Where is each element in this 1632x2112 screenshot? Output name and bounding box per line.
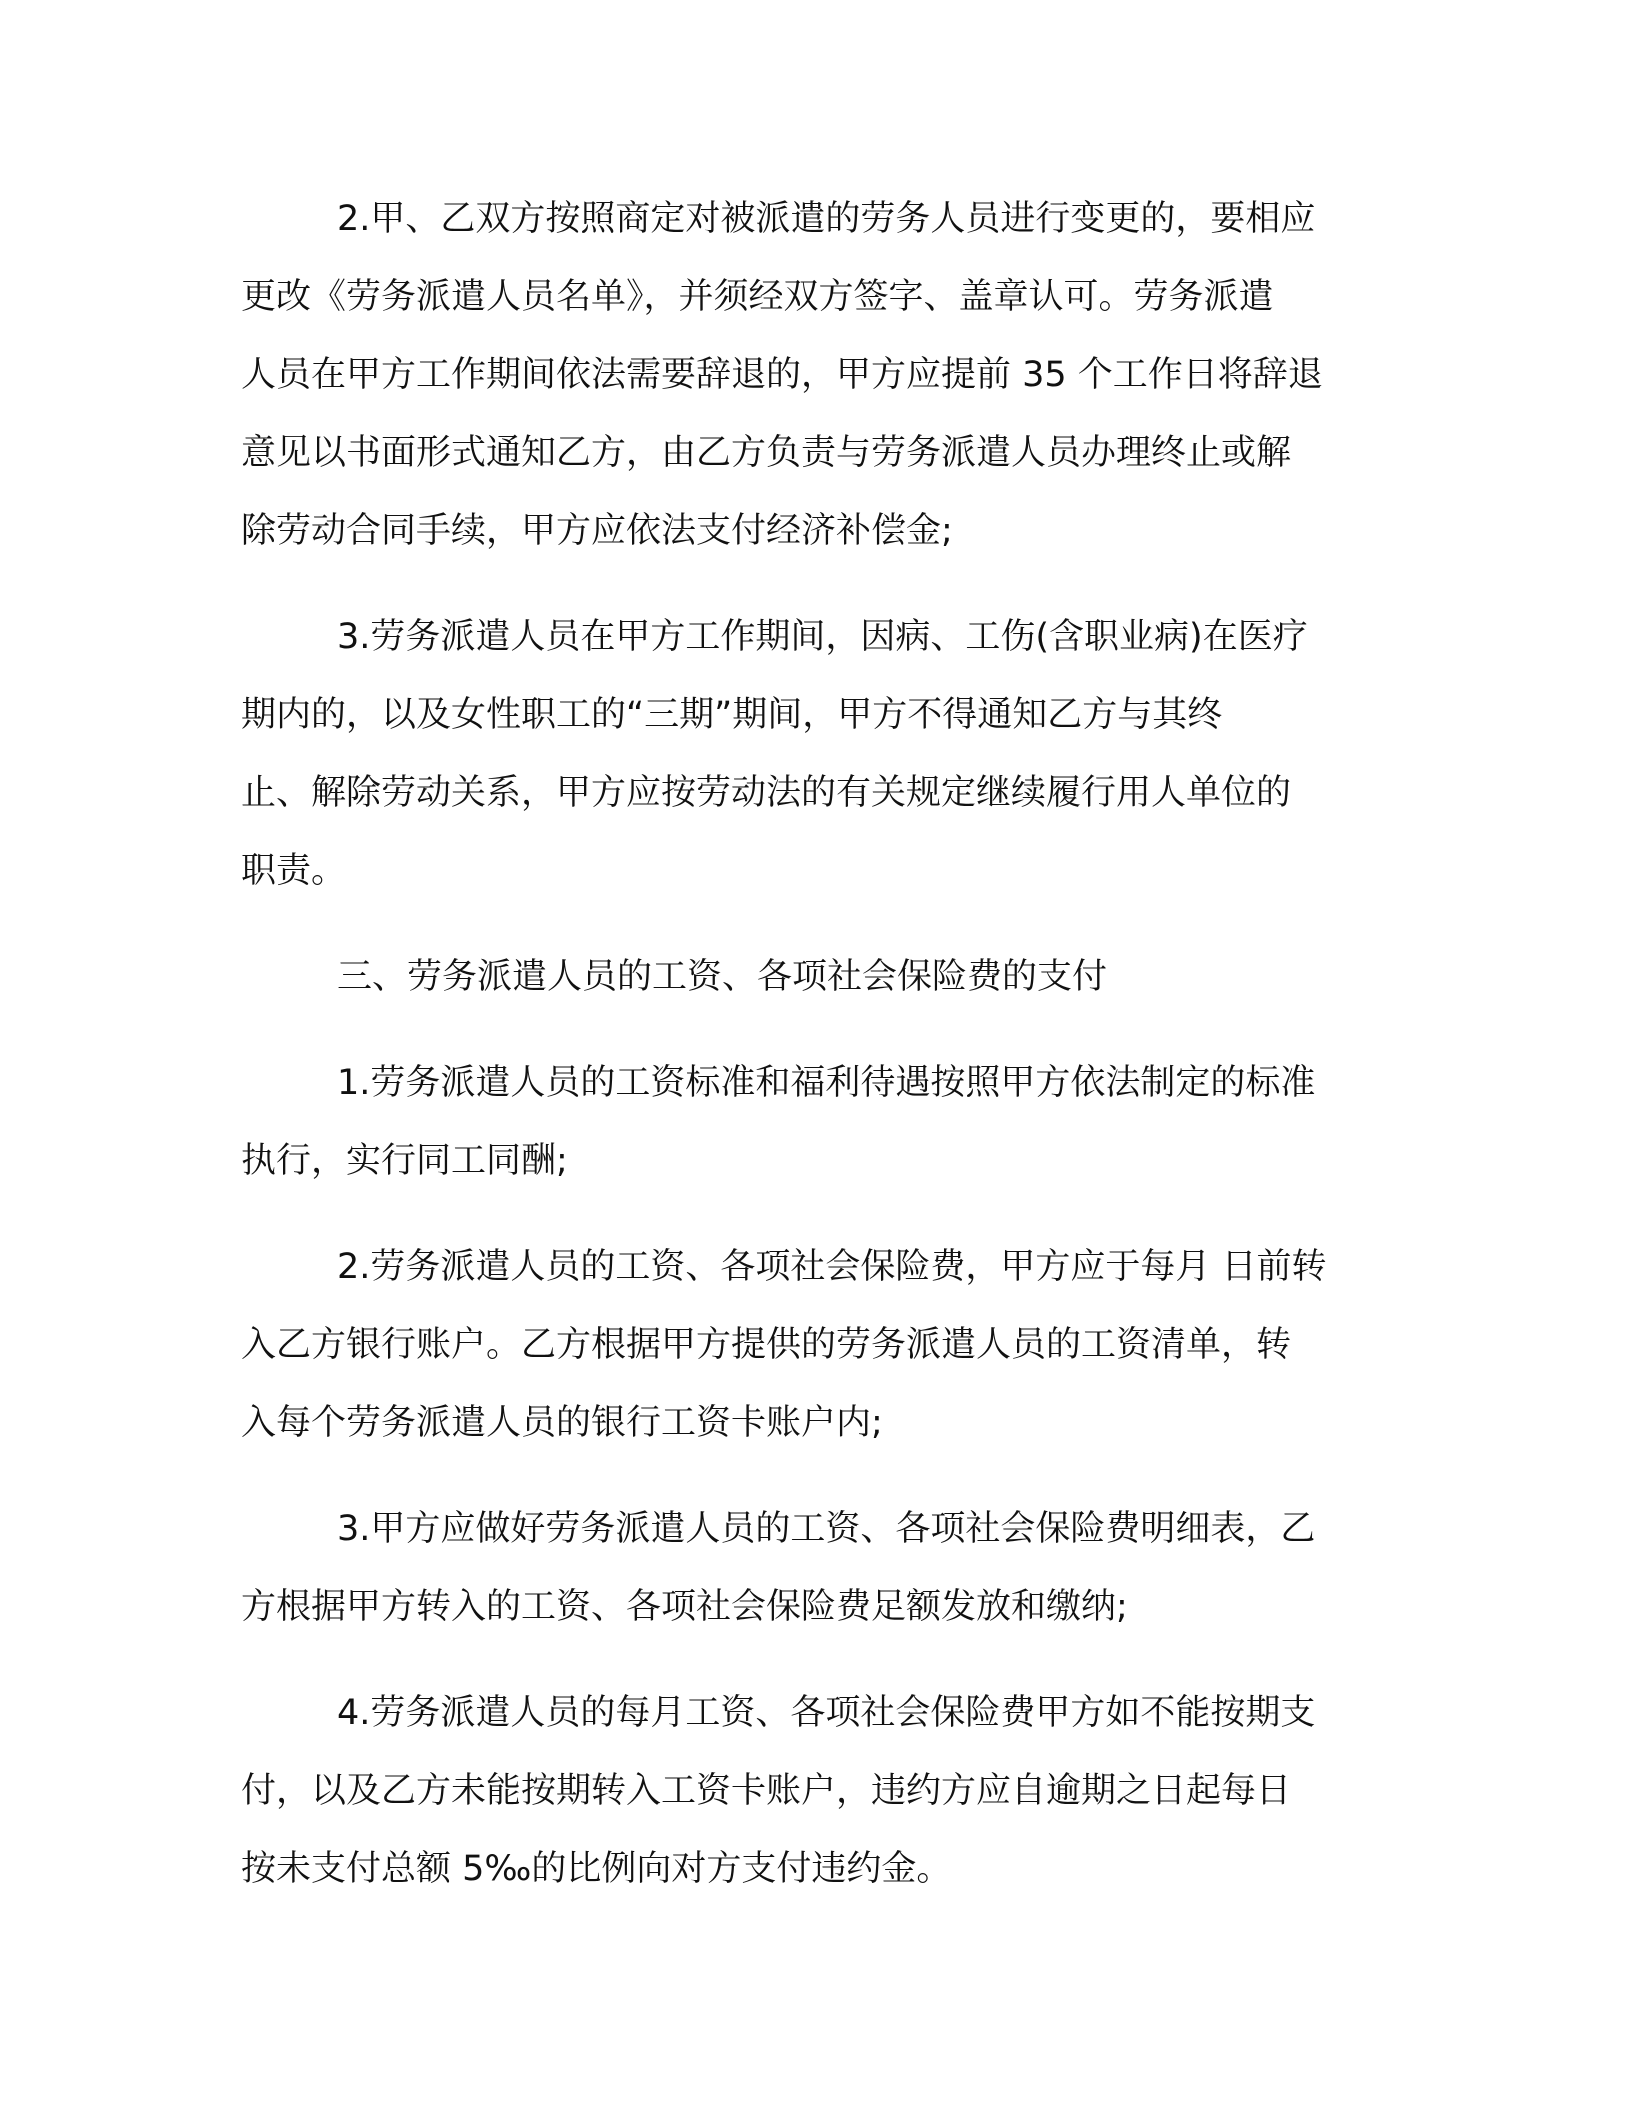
clause-1-wage-standard [241,1044,1391,1200]
text-line: 入每个劳务派遣人员的银行工资卡账户内; [241,1403,883,1443]
text-line: 更改《劳务派遣人员名单》，并须经双方签字、盖章认可。劳务派遣 [241,277,1274,317]
text-line: 职责。 [241,851,347,891]
text-line: 人员在甲方工作期间依法需要辞退的，甲方应提前 35 个工作日将辞退 [241,355,1323,395]
text-line: 2.甲、乙双方按照商定对被派遣的劳务人员进行变更的，要相应 [337,199,1316,239]
text-line: 除劳动合同手续，甲方应依法支付经济补偿金; [241,511,953,551]
text-line: 止、解除劳动关系，甲方应按劳动法的有关规定继续履行用人单位的 [241,773,1292,813]
clause-4-late-penalty [241,1674,1391,1908]
text-line: 2.劳务派遣人员的工资、各项社会保险费，甲方应于每月 日前转 [337,1247,1327,1287]
text-line: 期内的，以及女性职工的“三期”期间，甲方不得通知乙方与其终 [241,695,1223,735]
section-heading-wages [241,938,1391,1016]
text-line: 按未支付总额 5‰的比例向对方支付违约金。 [241,1849,952,1889]
clause-3-illness-protection [241,598,1391,910]
clause-3-wage-details [241,1490,1391,1646]
text-line: 意见以书面形式通知乙方，由乙方负责与劳务派遣人员办理终止或解 [241,433,1292,473]
document-body [241,180,1391,1936]
text-line: 入乙方银行账户。乙方根据甲方提供的劳务派遣人员的工资清单，转 [241,1325,1292,1365]
text-line: 1.劳务派遣人员的工资标准和福利待遇按照甲方依法制定的标准 [337,1063,1316,1103]
text-line: 3.劳务派遣人员在甲方工作期间，因病、工伤(含职业病)在医疗 [337,617,1308,657]
text-line: 方根据甲方转入的工资、各项社会保险费足额发放和缴纳; [241,1587,1128,1627]
clause-2-personnel-change [241,180,1391,570]
text-line: 执行，实行同工同酬; [241,1141,568,1181]
text-line: 付，以及乙方未能按期转入工资卡账户，违约方应自逾期之日起每日 [241,1771,1292,1811]
text-line: 4.劳务派遣人员的每月工资、各项社会保险费甲方如不能按期支 [337,1693,1316,1733]
text-line: 3.甲方应做好劳务派遣人员的工资、各项社会保险费明细表，乙 [337,1509,1316,1549]
heading-text: 三、劳务派遣人员的工资、各项社会保险费的支付 [337,957,1108,997]
clause-2-wage-transfer [241,1228,1391,1462]
